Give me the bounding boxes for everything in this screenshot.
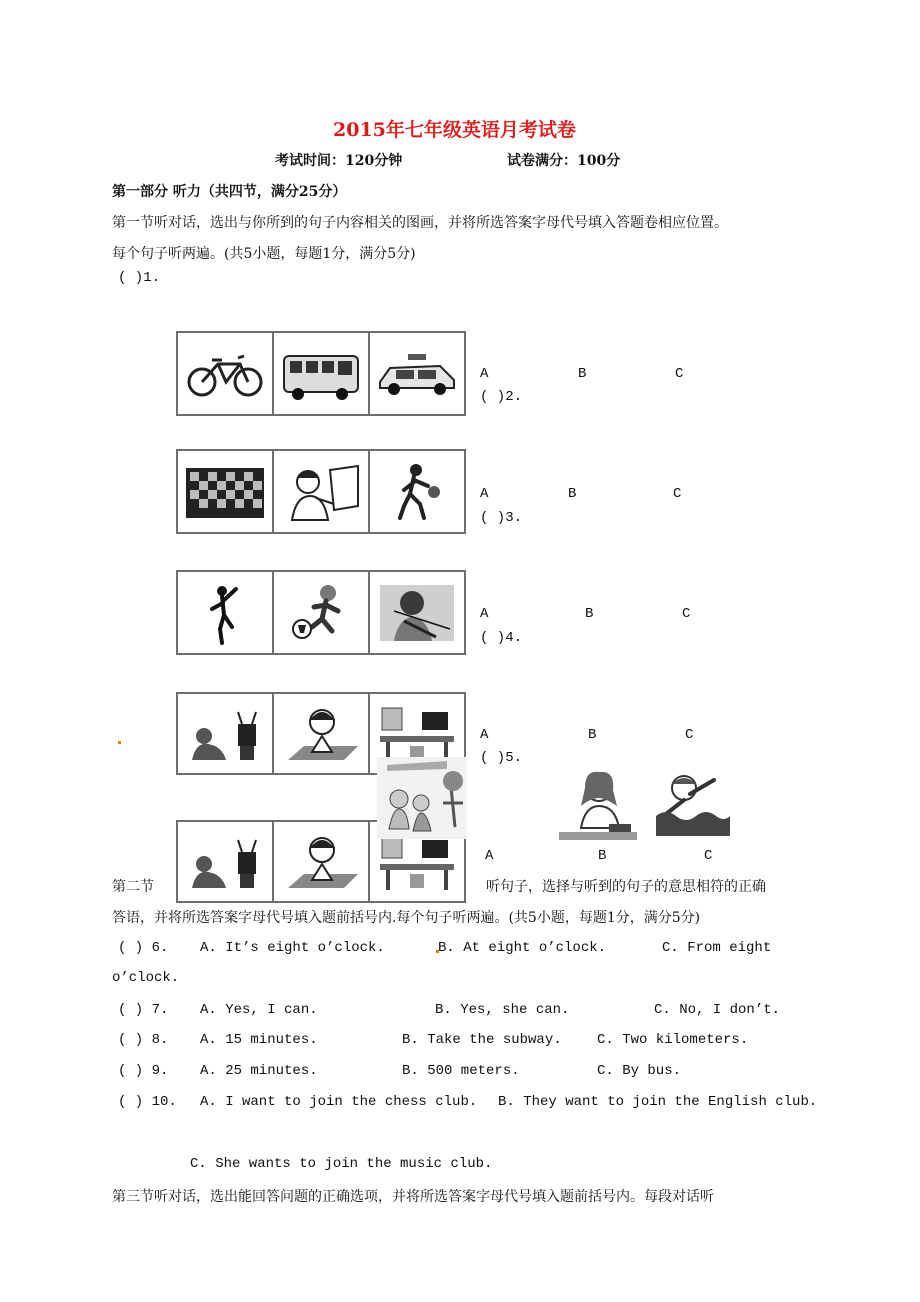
computer-desk-icon [374, 702, 460, 766]
section2-prefix: 第二节 [112, 879, 154, 895]
q5-option-a-picture [178, 822, 274, 901]
q4-option-a-label: A [480, 727, 489, 743]
q5-label: ( )5. [480, 750, 523, 766]
computer-user-icon [278, 460, 364, 524]
q5-option-a-picture-overlay [377, 757, 467, 839]
q10-option-a: A. I want to join the chess club. [200, 1094, 478, 1110]
q2-option-a-label: A [480, 486, 489, 502]
q3-option-b-label: B [585, 606, 594, 622]
q9-option-c: C. By bus. [597, 1063, 682, 1079]
reading-boy-icon [278, 830, 364, 894]
q1-option-a-label: A [480, 366, 489, 382]
q3-label: ( )3. [480, 510, 523, 526]
q1-option-a-picture [178, 333, 274, 414]
swimmer-icon [654, 770, 732, 840]
watching-tv-icon [182, 830, 268, 894]
q1-option-c-picture [370, 333, 464, 414]
q1-picture-row [176, 331, 466, 416]
q10-option-c: C. She wants to join the music club. [190, 1156, 493, 1172]
q5-option-c-label: C [704, 848, 713, 864]
full-score: 试卷满分：100分 [507, 153, 621, 169]
basketball-player-icon [374, 460, 460, 524]
exam-time: 考试时间：120分钟 [275, 153, 403, 169]
q1-option-b-picture [274, 333, 370, 414]
q1-option-c-label: C [675, 366, 684, 382]
section2-instructions-2: 答语，并将所选答案字母代号填入题前括号内.每个句子听两遍。(共5小题，每题1分，满分5分) [112, 910, 701, 926]
q4-option-b-picture [274, 694, 370, 773]
q3-option-b-picture [274, 572, 370, 653]
q5-option-b-picture [555, 766, 641, 844]
q3-option-c-label: C [682, 606, 691, 622]
watching-tv-icon [182, 702, 268, 766]
q2-option-a-picture [178, 451, 274, 532]
studying-girl-icon [555, 766, 641, 844]
q3-option-c-picture [370, 572, 464, 653]
q4-option-b-label: B [588, 727, 597, 743]
q2-option-c-picture [370, 451, 464, 532]
q8-option-c: C. Two kilometers. [597, 1032, 749, 1048]
q2-option-c-label: C [673, 486, 682, 502]
reading-boy-icon [278, 702, 364, 766]
q4-label: ( )4. [480, 630, 523, 646]
q5-option-c-picture [654, 770, 732, 840]
bus-icon [278, 342, 364, 406]
q2-picture-row [176, 449, 466, 534]
page-title: 2015年七年级英语月考试卷 [333, 119, 576, 141]
q8-option-b: B. Take the subway. [402, 1032, 562, 1048]
section2-instructions-1: 听句子，选择与听到的句子的意思相符的正确 [486, 879, 766, 895]
q9-option-a: A. 25 minutes. [200, 1063, 318, 1079]
q6-option-a: A. It’s eight o’clock. [200, 940, 385, 956]
bicycle-icon [182, 342, 268, 406]
children-playing-icon [377, 757, 467, 839]
q4-option-a-picture [178, 694, 274, 773]
section3-instructions: 第三节听对话，选出能回答问题的正确选项，并将所选答案字母代号填入题前括号内。每段对话听 [112, 1189, 714, 1205]
chessboard-icon [182, 460, 268, 524]
q5-option-a-label: A [485, 848, 494, 864]
q2-option-b-picture [274, 451, 370, 532]
soccer-player-icon [278, 581, 364, 645]
violinist-icon [374, 581, 460, 645]
q8-option-a: A. 15 minutes. [200, 1032, 318, 1048]
q8-label: ( ) 8. [118, 1032, 169, 1048]
q4-option-c-label: C [685, 727, 694, 743]
q6-label: ( ) 6. [118, 940, 169, 956]
computer-desk-icon [374, 830, 460, 894]
section1-instructions-1: 第一节听对话，选出与你所到的句子内容相关的图画，并将所选答案字母代号填入答题卷相应位置。 [112, 215, 728, 231]
q3-picture-row [176, 570, 466, 655]
q2-option-b-label: B [568, 486, 577, 502]
q6-option-c-continued: o’clock. [112, 970, 180, 986]
q7-option-b: B. Yes, she can. [435, 1002, 570, 1018]
q1-label: ( )1. [118, 270, 161, 286]
q2-label: ( )2. [480, 389, 523, 405]
stray-dot [118, 741, 121, 744]
q7-option-a: A. Yes, I can. [200, 1002, 318, 1018]
q9-label: ( ) 9. [118, 1063, 169, 1079]
part1-heading: 第一部分 听力（共四节，满分25分） [112, 184, 347, 200]
q5-option-b-picture [274, 822, 370, 901]
q6-option-c: C. From eight [662, 940, 772, 956]
section1-instructions-2: 每个句子听两遍。(共5小题，每题1分，满分5分) [112, 246, 416, 262]
taxi-icon [374, 342, 460, 406]
q3-option-a-label: A [480, 606, 489, 622]
q10-label: ( ) 10. [118, 1094, 177, 1110]
q10-option-b: B. They want to join the English club. [498, 1094, 818, 1110]
q1-option-b-label: B [578, 366, 587, 382]
q6-option-b: B. At eight o’clock. [438, 940, 607, 956]
dancer-icon [182, 581, 268, 645]
q7-label: ( ) 7. [118, 1002, 169, 1018]
q7-option-c: C. No, I don’t. [654, 1002, 781, 1018]
q5-option-b-label: B [598, 848, 607, 864]
q9-option-b: B. 500 meters. [402, 1063, 520, 1079]
q3-option-a-picture [178, 572, 274, 653]
